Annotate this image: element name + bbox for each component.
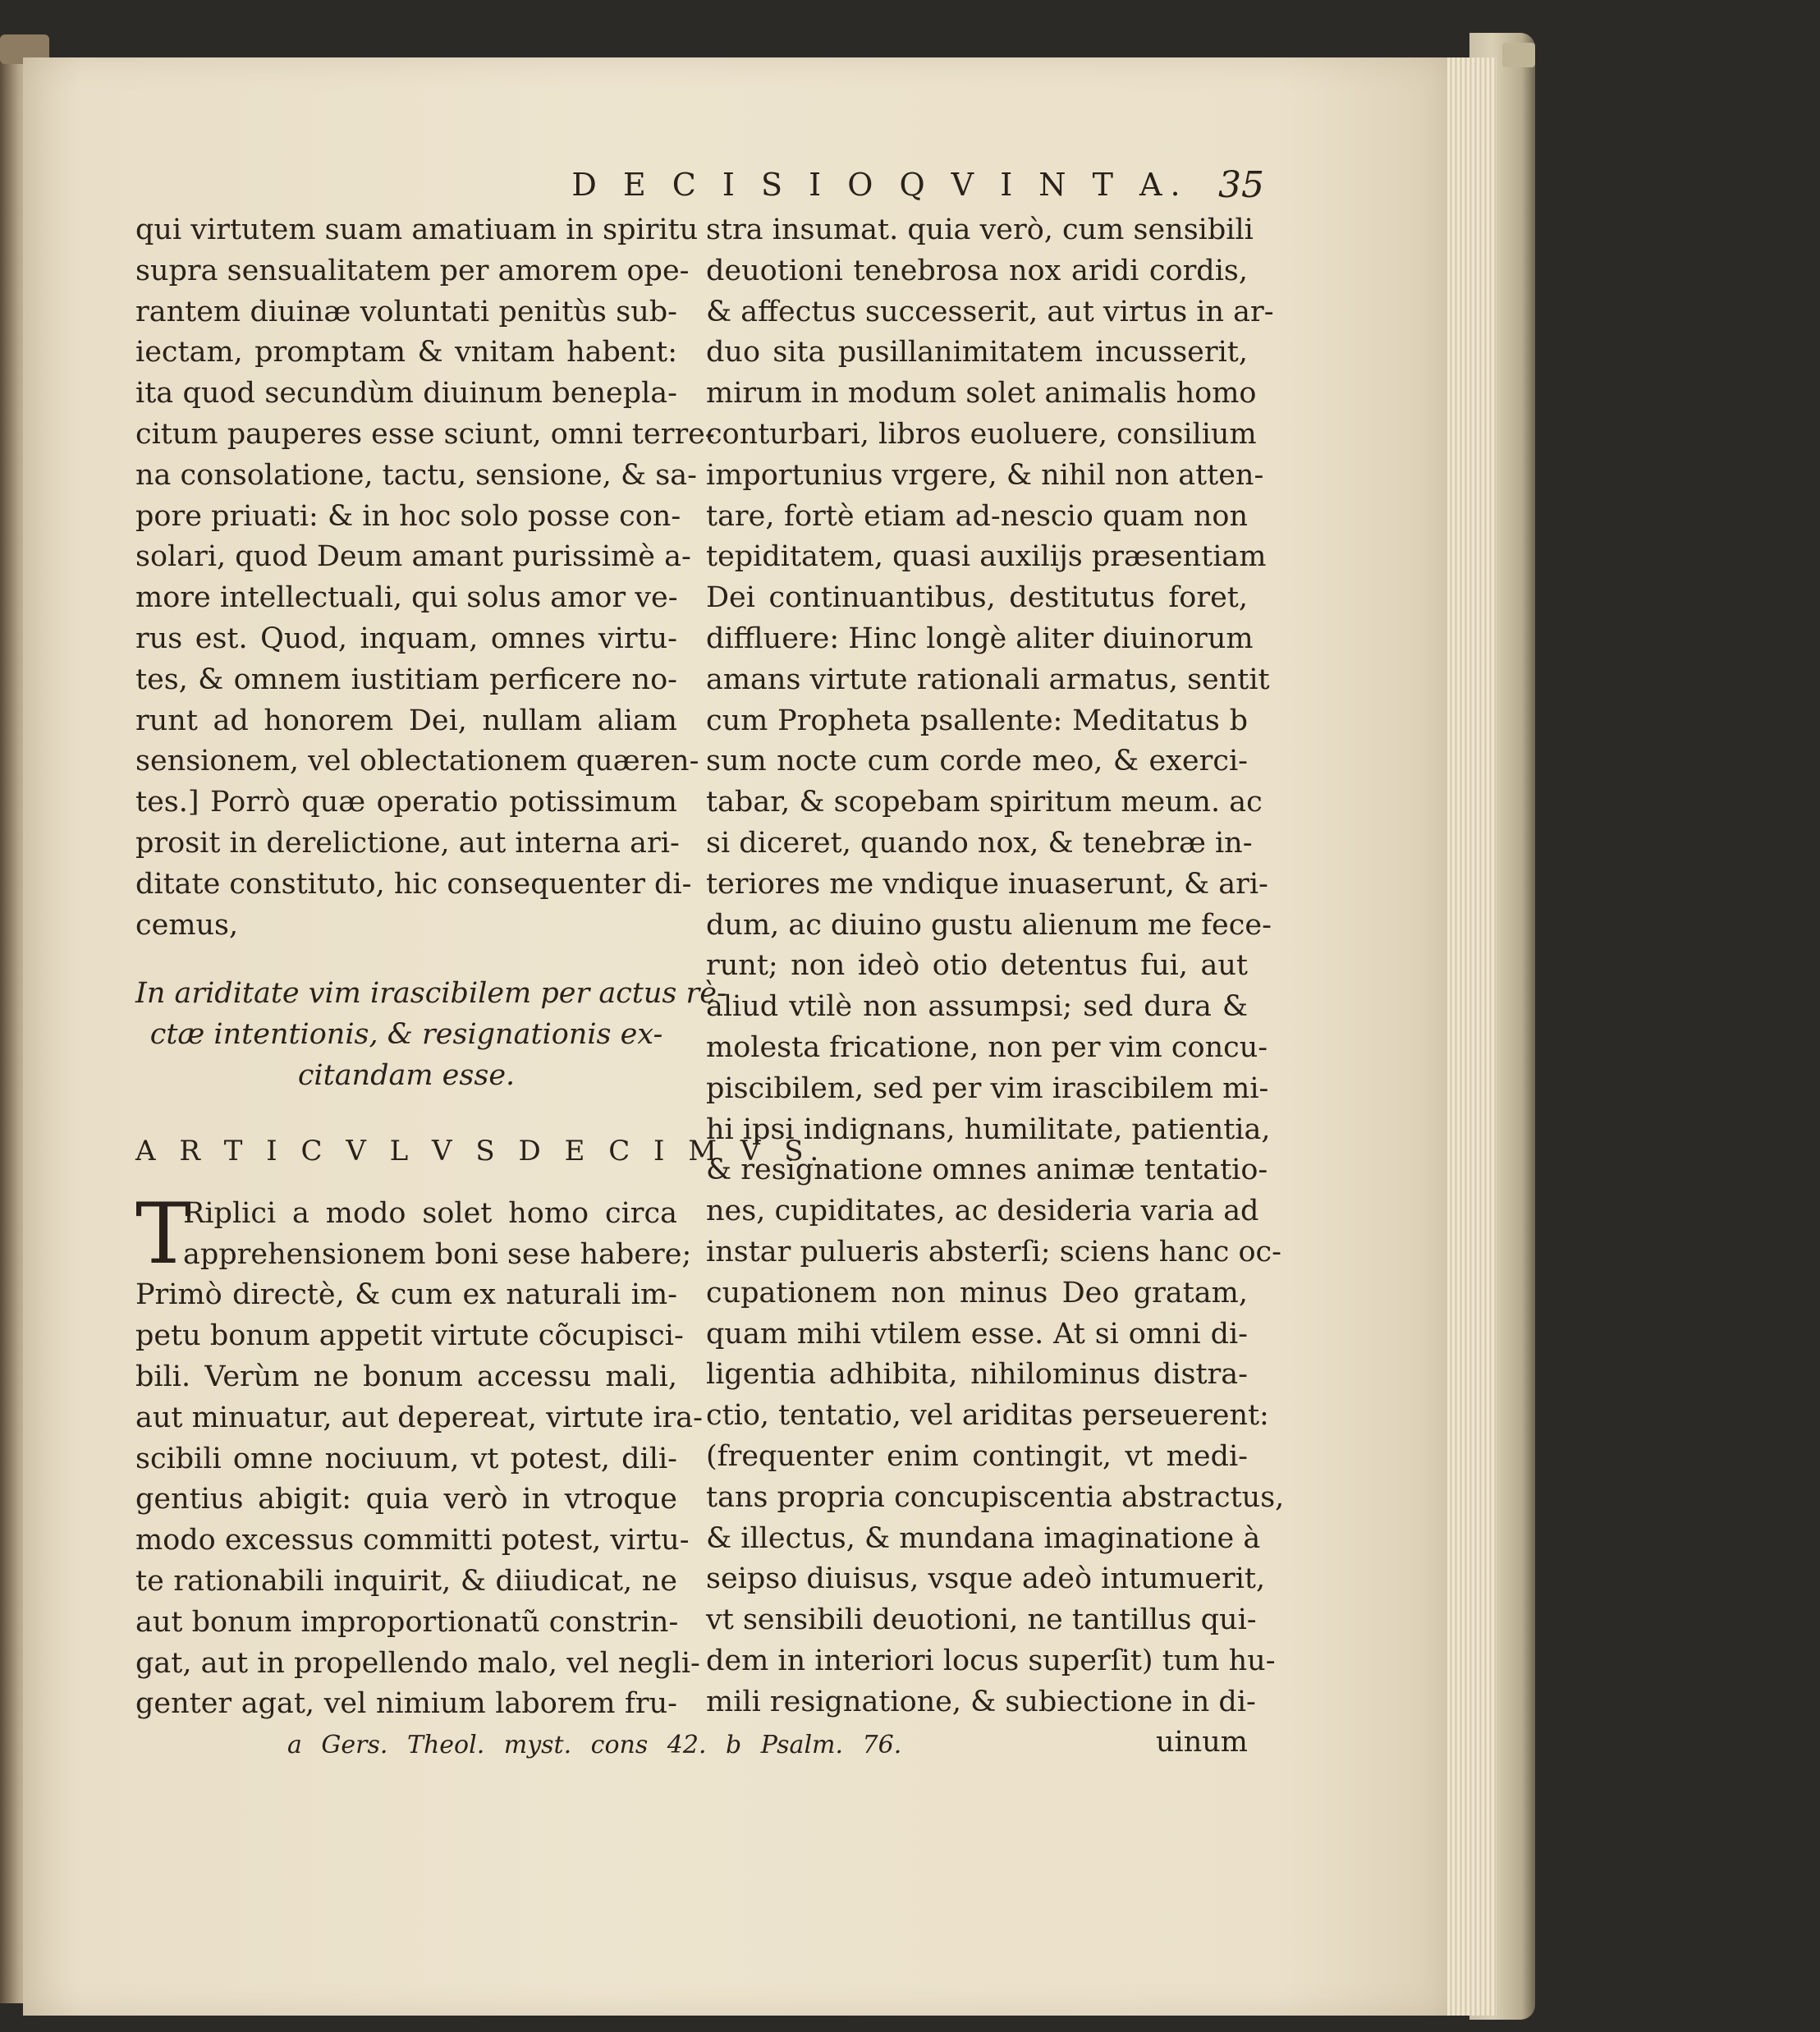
text-line: solari, quod Deum amant purissimè a- [135, 540, 691, 574]
text-line: runt; non ideò otio detentus fui, aut [706, 949, 1248, 983]
heading-line: citandam esse. [297, 1058, 516, 1092]
running-head [493, 160, 1264, 209]
text-line: ctio, tentatio, vel ariditas perseuerent: [706, 1399, 1269, 1433]
text-line: si diceret, quando nox, & tenebræ in- [706, 826, 1253, 860]
text-line: rantem diuinæ voluntati penitùs sub- [135, 295, 677, 328]
text-line: bili. Verùm ne bonum accessu mali, [135, 1360, 677, 1393]
heading-line: ctæ intentionis, & resignationis ex- [149, 1018, 663, 1052]
text-line: & resignatione omnes animæ tentatio- [706, 1154, 1268, 1187]
text-line: importunius vrgere, & nihil non atten- [706, 458, 1264, 492]
text-line: ligentia adhibita, nihilominus distra- [706, 1358, 1248, 1392]
text-line: ditate constituto, hic consequenter di- [135, 867, 692, 901]
text-line: modo excessus committi potest, virtu- [135, 1524, 690, 1557]
text-line: & illectus, & mundana imaginatione à [706, 1521, 1261, 1555]
catchword: uinum [1155, 1726, 1248, 1759]
left-column [135, 210, 827, 1725]
text-line: cemus, [135, 908, 239, 942]
article-title: A R T I C V L V S D E C I M V S. [135, 1134, 827, 1167]
text-line: citum pauperes esse sciunt, omni terre- [135, 417, 715, 451]
text-line: mirum in modum solet animalis homo [706, 377, 1257, 411]
text-line: pore priuati: & in hoc solo posse con- [135, 499, 681, 533]
text-line: qui virtutem suam amatiuam in spiritu [135, 213, 699, 246]
text-line: gentius abigit: quia verò in vtroque [135, 1483, 677, 1516]
text-line: aliud vtilè non assumpsi; sed dura & [706, 990, 1248, 1024]
text-line: cum Propheta psallente: Meditatus b [706, 704, 1248, 737]
text-line: tepiditatem, quasi auxilijs præsentiam [706, 540, 1267, 574]
left-paragraph [135, 210, 715, 946]
text-line: aut minuatur, aut depereat, virtute ira- [135, 1401, 703, 1434]
drop-cap: T [135, 1185, 192, 1283]
text-line: apprehensionem boni sese habere; [183, 1237, 692, 1271]
text-line: duo sita pusillanimitatem incusserit, [706, 336, 1248, 369]
text-line: nes, cupiditates, ac desideria varia ad [706, 1195, 1259, 1228]
text-line: scibili omne nociuum, vt potest, dili- [135, 1442, 677, 1475]
text-line: tabar, & scopebam spiritum meum. ac [706, 786, 1263, 819]
text-line: ita quod secundùm diuinum benepla- [135, 377, 677, 411]
text-line: tare, fortè etiam ad-nescio quam non [706, 499, 1248, 533]
section-heading [135, 974, 727, 1096]
text-line: sum nocte cum corde meo, & exerci- [706, 745, 1248, 778]
text-line: diffluere: Hinc longè aliter diuinorum [706, 622, 1254, 655]
text-line: instar pulueris absterſi; sciens hanc oc- [706, 1235, 1281, 1268]
text-line: more intellectuali, qui solus amor ve- [135, 581, 678, 615]
text-line: te rationabili inquirit, & diiudicat, ne [135, 1564, 677, 1598]
text-line: gat, aut in propellendo malo, vel negli- [135, 1646, 700, 1680]
text-line: teriores me vndique inuaserunt, & ari- [706, 867, 1268, 901]
text-line: na consolatione, tactu, sensione, & sa- [135, 458, 697, 492]
article-paragraph [135, 1185, 703, 1725]
text-line: tes.] Porrò quæ operatio potissimum [135, 786, 677, 819]
text-line: tans propria concupiscentia abstractus, [706, 1480, 1285, 1514]
text-line: Riplici a modo solet homo circa [183, 1196, 677, 1230]
page-number: 35 [1218, 163, 1264, 206]
right-column [706, 210, 1285, 1764]
text-line: molesta fricatione, non per vim concu- [706, 1030, 1268, 1064]
text-line: sensionem, vel oblectationem quæren- [135, 745, 699, 778]
text-line: seipso diuisus, vsque adeò intumuerit, [706, 1562, 1266, 1596]
text-line: deuotioni tenebrosa nox aridi cordis, [706, 254, 1248, 287]
running-head-title: D E C I S I O Q V I N T A. [571, 167, 1189, 203]
text-line: mili resignatione, & subiectione in di- [706, 1685, 1256, 1718]
text-line: stra insumat. quia verò, cum sensibili [706, 213, 1254, 246]
text-line: petu bonum appetit virtute cõcupisci- [135, 1319, 684, 1353]
text-line: vt sensibili deuotioni, ne tantillus qui- [706, 1603, 1257, 1637]
text-line: iectam, promptam & vnitam habent: [135, 336, 677, 369]
text-line: Primò directè, & cum ex naturali im- [135, 1278, 677, 1312]
text-line: aut bonum improportionatũ constrin- [135, 1605, 679, 1639]
text-line: prosit in derelictione, aut interna ari- [135, 826, 680, 860]
text-line: dum, ac diuino gustu alienum me fece- [706, 908, 1272, 942]
text-line: dem in interiori locus superſit) tum hu- [706, 1644, 1276, 1677]
cover-corner [1502, 43, 1535, 67]
text-line: quam mihi vtilem esse. At si omni di- [706, 1317, 1248, 1351]
text-line: Dei continuantibus, destitutus foret, [706, 581, 1248, 615]
page-fore-edge [1447, 57, 1497, 2016]
text-line: supra sensualitatem per amorem ope- [135, 254, 690, 287]
text-line: hi ipsi indignans, humilitate, patientia, [706, 1112, 1271, 1146]
text-line: genter agat, vel nimium laborem fru- [135, 1687, 677, 1721]
text-line: (frequenter enim contingit, vt medi- [706, 1439, 1248, 1473]
footnotes: a Gers. Theol. myst. cons 42. b Psalm. 76. [287, 1731, 902, 1759]
text-line: conturbari, libros euoluere, consilium [706, 417, 1257, 451]
heading-line: In ariditate vim irascibilem per actus rè- [135, 977, 727, 1011]
text-line: rus est. Quod, inquam, omnes virtu- [135, 622, 677, 655]
text-line: runt ad honorem Dei, nullam aliam [135, 704, 677, 737]
text-line: amans virtute rationali armatus, sentit [706, 663, 1270, 696]
text-line: cupationem non minus Deo gratam, [706, 1276, 1248, 1310]
text-line: tes, & omnem iustitiam perficere no- [135, 663, 677, 696]
text-line: & affectus successerit, aut virtus in ar- [706, 295, 1274, 328]
text-line: piscibilem, sed per vim irascibilem mi- [706, 1071, 1269, 1105]
